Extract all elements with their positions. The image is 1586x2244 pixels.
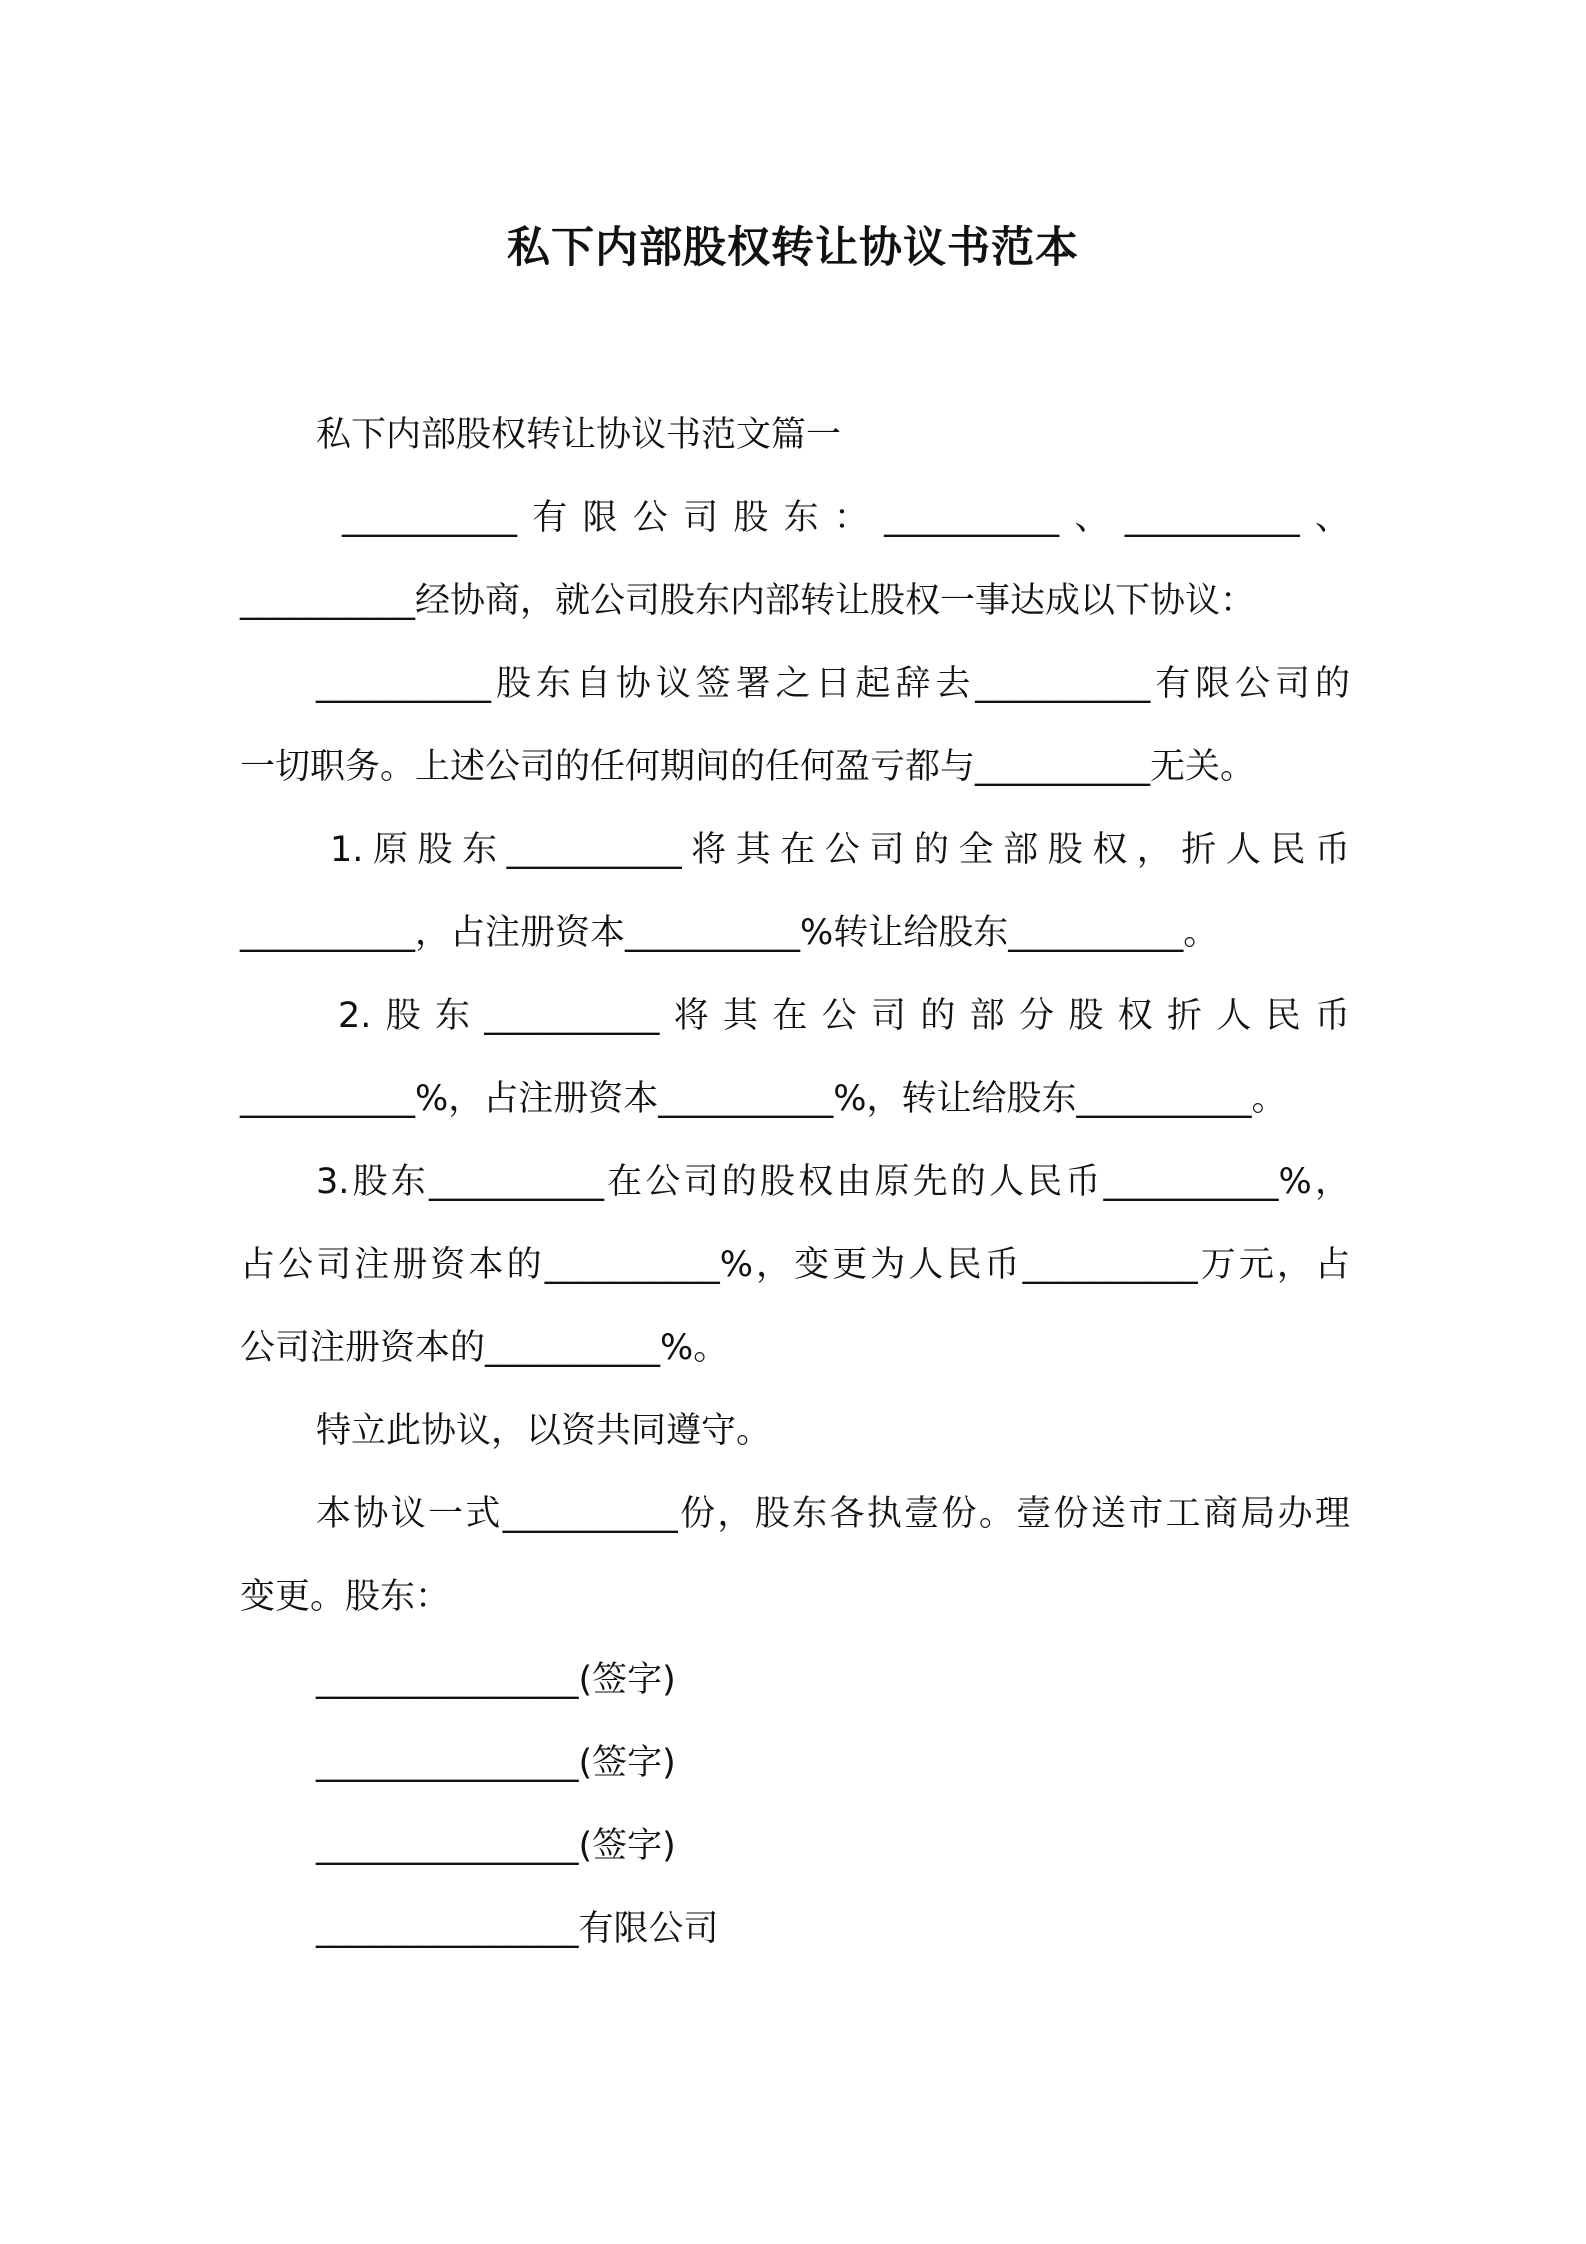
section-heading: 私下内部股权转让协议书范文篇一 [316, 415, 842, 455]
paragraph-line: 一切职务。上述公司的任何期间的任何盈亏都与__________无关。 [240, 747, 1256, 787]
paragraph-line: 公司注册资本的__________%。 [240, 1328, 729, 1368]
signature-line: _______________(签字) [316, 1743, 676, 1783]
signature-line: _______________(签字) [316, 1660, 676, 1700]
clause-3: 3.股东__________在公司的股权由原先的人民币__________%， [316, 1162, 1350, 1202]
signature-line: _______________(签字) [316, 1826, 676, 1866]
clause-2: 2.股东__________将其在公司的部分股权折人民币 [338, 996, 1350, 1036]
paragraph-line: 本协议一式__________份，股东各执壹份。壹份送市工商局办理 [316, 1494, 1350, 1534]
paragraph-line: 特立此协议，以资共同遵守。 [316, 1411, 772, 1451]
paragraph-line: __________股东自协议签署之日起辞去__________有限公司的 [316, 664, 1350, 704]
paragraph-line: __________经协商，就公司股东内部转让股权一事达成以下协议： [240, 581, 1256, 621]
paragraph-line: 变更。股东： [240, 1577, 451, 1617]
clause-1: 1.原股东__________将其在公司的全部股权，折人民币 [330, 830, 1350, 870]
paragraph-line: __________有限公司股东：__________、__________、 [342, 498, 1350, 538]
paragraph-line: 占公司注册资本的__________%，变更为人民币__________万元，占 [240, 1245, 1350, 1285]
document-title: 私下内部股权转让协议书范本 [507, 223, 1079, 273]
paragraph-line: __________，占注册资本__________%转让给股东__________。 [240, 913, 1219, 953]
company-signature-line: _______________有限公司 [316, 1909, 719, 1949]
paragraph-line: __________%，占注册资本__________%，转让给股东__________。 [240, 1079, 1287, 1119]
